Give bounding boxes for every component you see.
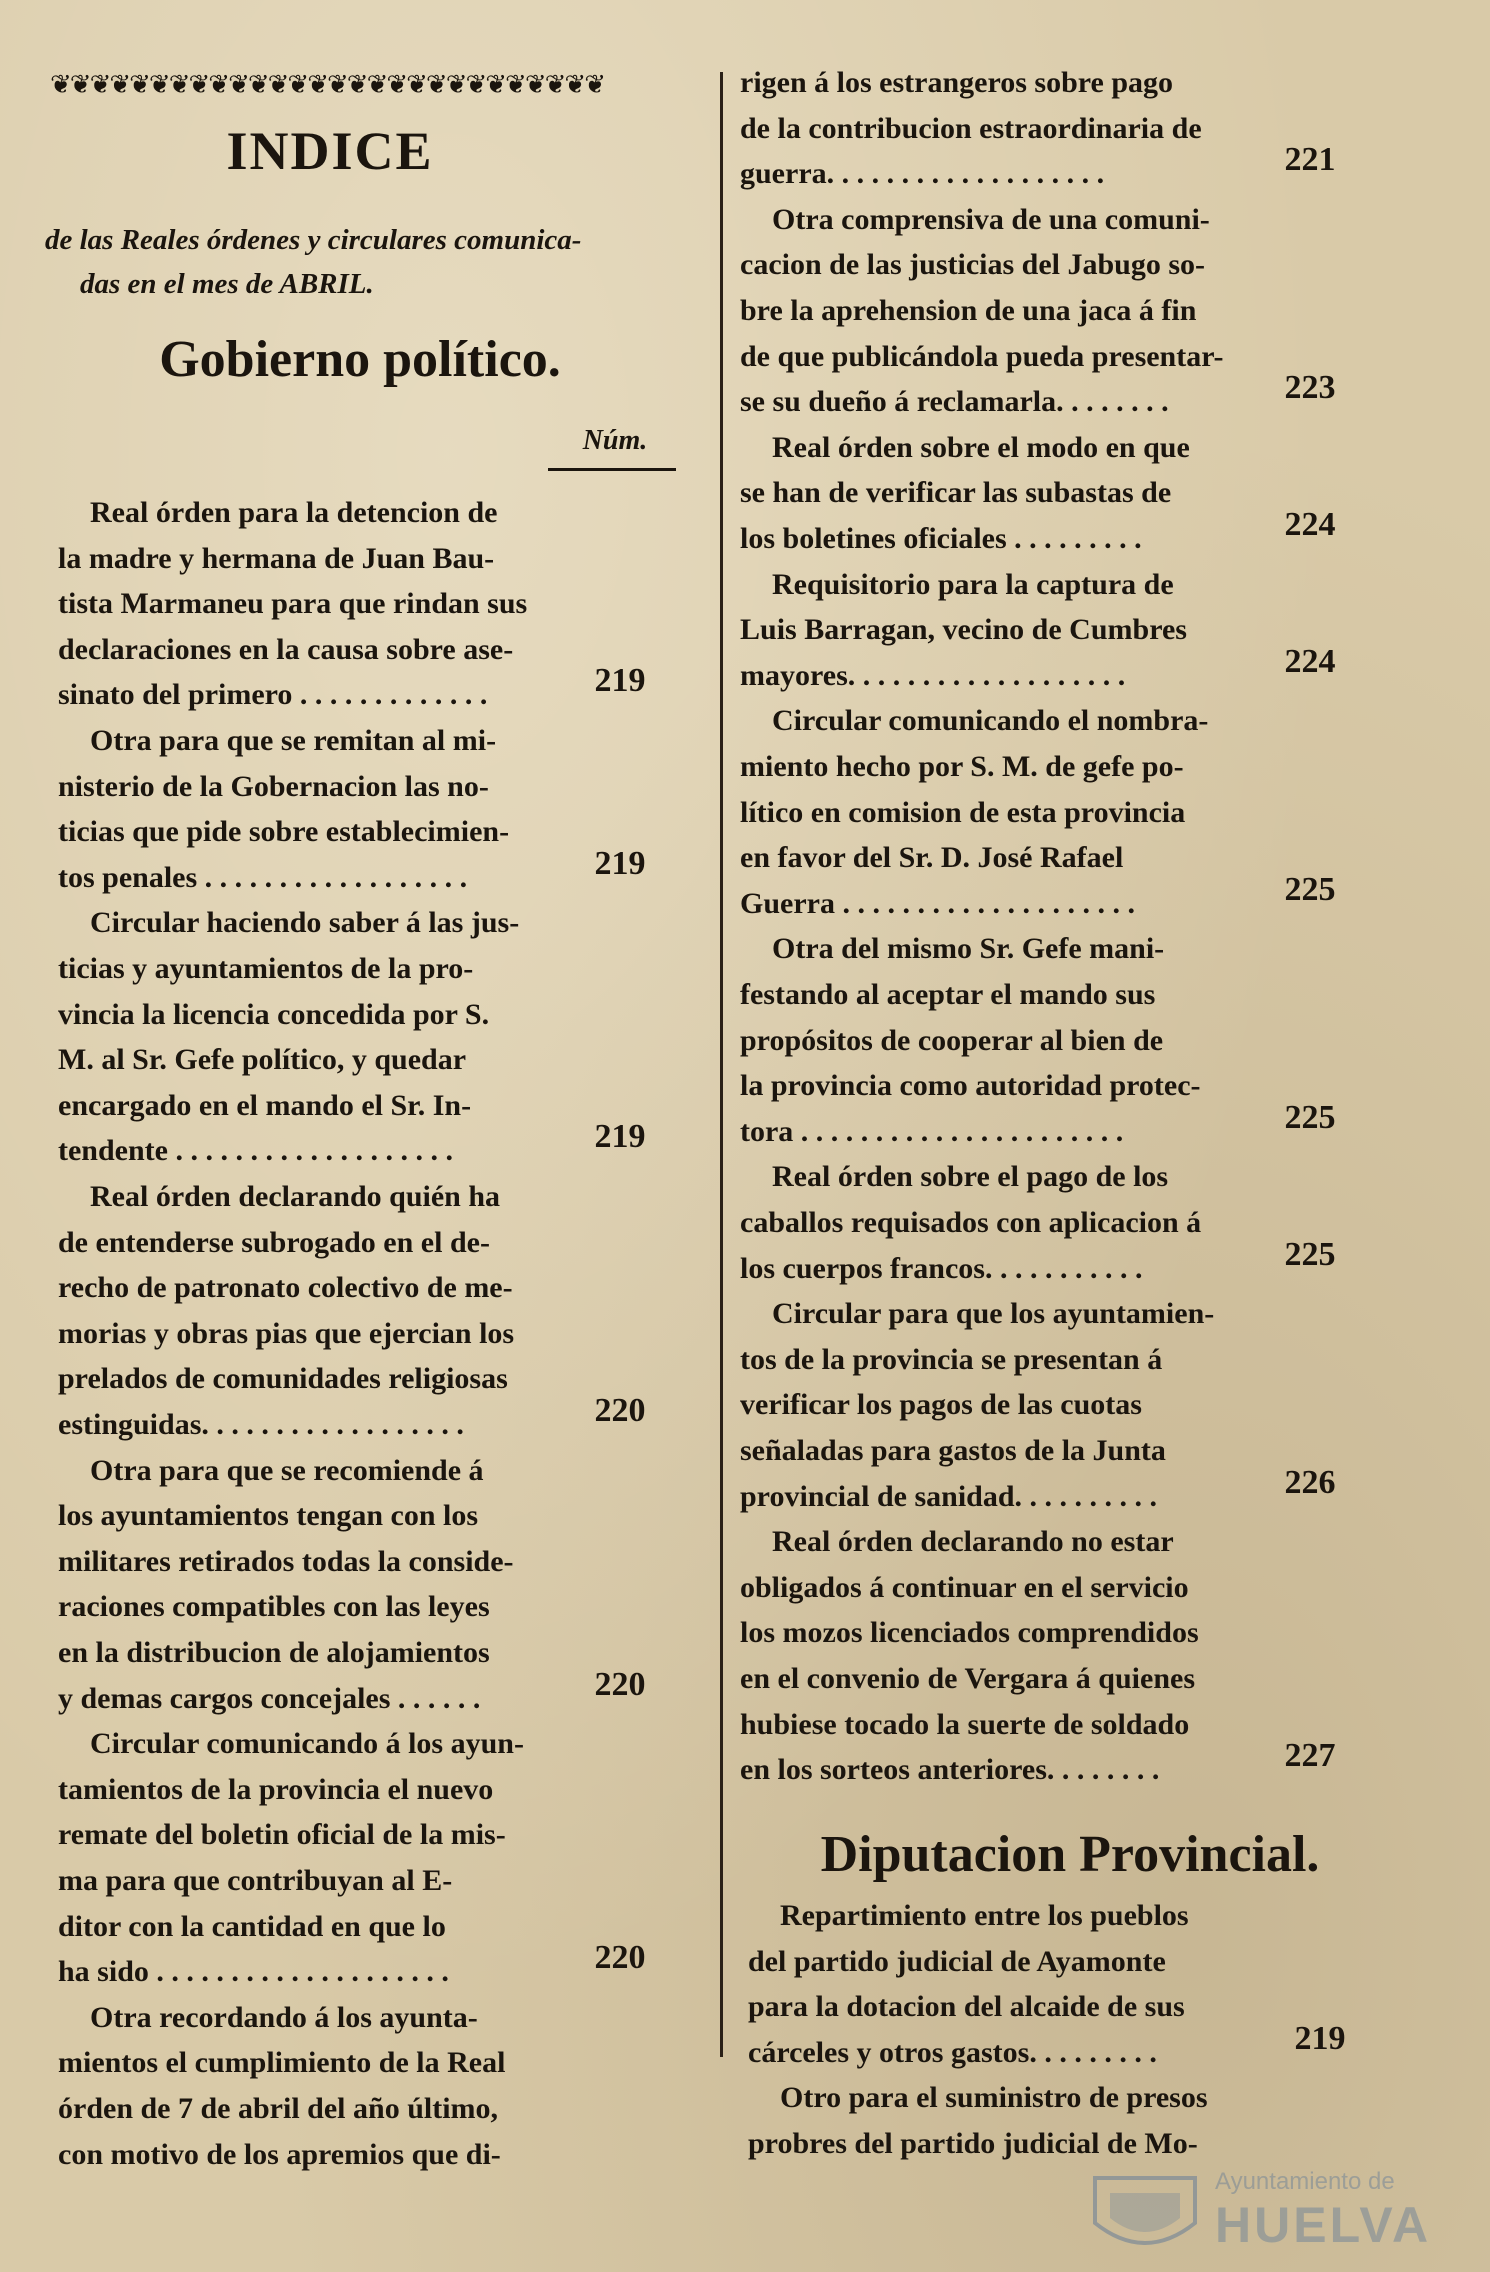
entry-line: en favor del Sr. D. José Rafael [740, 841, 1124, 875]
entry-line: Real órden para la detencion de [90, 496, 498, 529]
watermark-line1: Ayuntamiento de [1215, 2168, 1395, 2195]
entry-line: en los sorteos anteriores. . . . . . . . [740, 1753, 1160, 1787]
index-entry [58, 900, 563, 1174]
entry-line: guerra. . . . . . . . . . . . . . . . . . . [740, 157, 1105, 191]
entry-line: prelados de comunidades religiosas [58, 1362, 508, 1396]
column-divider [720, 72, 723, 2057]
entry-line: se han de verificar las subastas de [740, 476, 1172, 510]
index-entry [740, 698, 1245, 926]
entry-line: sinato del primero . . . . . . . . . . . . . [58, 678, 488, 712]
entry-page-number: 224 [1284, 506, 1336, 543]
entry-line: Guerra . . . . . . . . . . . . . . . . . . . . [740, 886, 1135, 920]
num-column-rule [548, 468, 676, 471]
entry-line: declaraciones en la causa sobre ase- [58, 632, 514, 666]
entry-line: ticias que pide sobre establecimien- [58, 815, 510, 849]
entry-line: Otra comprensiva de una comuni- [772, 202, 1210, 236]
entry-line: tora . . . . . . . . . . . . . . . . . . . . . . [740, 1114, 1124, 1148]
entry-line: obligados á continuar en el servicio [740, 1570, 1189, 1604]
entry-line: hubiese tocado la suerte de soldado [740, 1707, 1190, 1741]
section-title-gobierno: Gobierno político. [159, 331, 561, 388]
entry-line: nisterio de la Gobernacion las no- [58, 769, 489, 803]
entry-line: Otra para que se remitan al mi- [90, 724, 497, 757]
index-entry [748, 2075, 1253, 2166]
entry-line: vincia la licencia concedida por S. [58, 997, 490, 1031]
watermark [1085, 2168, 1432, 2258]
entry-line: morias y obras pias que ejercian los [58, 1316, 515, 1350]
entry-line: órden de 7 de abril del año último, [58, 2091, 499, 2125]
entry-line: probres del partido judicial de Mo- [748, 2126, 1198, 2160]
entry-page-number: 219 [594, 844, 646, 882]
entry-line: tamientos de la provincia el nuevo [58, 1772, 494, 1806]
entry-line: rigen á los estrangeros sobre pago [740, 66, 1174, 99]
index-subtitle-line2: das en el mes de ABRIL. [80, 268, 374, 300]
entry-line: provincial de sanidad. . . . . . . . . . [740, 1479, 1158, 1513]
entry-line: ticias y ayuntamientos de la pro- [58, 951, 474, 985]
index-entry [58, 1721, 563, 1995]
entry-line: del partido judicial de Ayamonte [748, 1944, 1166, 1978]
index-entry [58, 490, 563, 718]
watermark-line2: HUELVA [1215, 2197, 1432, 2253]
index-entry [58, 1448, 563, 1722]
entry-line: de entenderse subrogado en el de- [58, 1225, 490, 1259]
entry-line: con motivo de los apremios que di- [58, 2137, 501, 2171]
entry-line: propósitos de cooperar al bien de [740, 1023, 1164, 1057]
entry-line: Real órden declarando no estar [772, 1525, 1174, 1559]
entry-page-number: 225 [1284, 870, 1336, 908]
entry-line: bre la aprehension de una jaca á fin [740, 293, 1197, 327]
entry-line: verificar los pagos de las cuotas [740, 1388, 1142, 1422]
entry-line: de que publicándola pueda presentar- [740, 339, 1224, 373]
entry-line: cárceles y otros gastos. . . . . . . . . [748, 2035, 1157, 2069]
entry-line: en el convenio de Vergara á quienes [740, 1661, 1195, 1695]
entry-line: se su dueño á reclamarla. . . . . . . . [740, 385, 1169, 419]
entry-page-number: 224 [1284, 642, 1336, 680]
entry-line: para la dotacion del alcaide de sus [748, 1990, 1185, 2024]
index-entry [740, 1154, 1245, 1291]
entry-line: en la distribucion de alojamientos [58, 1635, 490, 1669]
entry-page-number: 219 [594, 662, 646, 700]
index-entry [748, 1893, 1253, 2075]
entry-line: los ayuntamientos tengan con los [58, 1499, 479, 1533]
entry-line: mientos el cumplimiento de la Real [58, 2046, 506, 2080]
index-entry [740, 425, 1245, 562]
entry-line: y demas cargos concejales . . . . . . [58, 1681, 481, 1715]
entry-page-number: 220 [594, 1665, 646, 1703]
entry-page-number: 220 [594, 1939, 646, 1977]
entry-line: Circular para que los ayuntamien- [772, 1297, 1215, 1331]
entry-line: Luis Barragan, vecino de Cumbres [740, 613, 1187, 647]
entry-line: ditor con la cantidad en que lo [58, 1909, 446, 1943]
entry-line: M. al Sr. Gefe político, y quedar [58, 1043, 467, 1077]
entry-line: de la contribucion estraordinaria de [740, 111, 1202, 145]
entry-line: tendente . . . . . . . . . . . . . . . . . . . [58, 1134, 453, 1168]
entry-page-number: 219 [1294, 2019, 1346, 2057]
entry-line: señaladas para gastos de la Junta [740, 1433, 1166, 1467]
entry-page-number: 219 [594, 1118, 646, 1156]
entry-line: miento hecho por S. M. de gefe po- [740, 749, 1184, 783]
entry-line: Otra del mismo Sr. Gefe mani- [772, 932, 1165, 966]
entry-line: tos de la provincia se presentan á [740, 1342, 1163, 1376]
index-subtitle-line1: de las Reales órdenes y circulares comunica- [45, 224, 582, 256]
entry-page-number: 227 [1284, 1737, 1336, 1775]
entry-line: Circular comunicando á los ayun- [90, 1727, 524, 1761]
entry-line: los cuerpos francos. . . . . . . . . . . [740, 1251, 1143, 1285]
index-entry [58, 1174, 563, 1448]
entry-line: Repartimiento entre los pueblos [780, 1899, 1189, 1932]
entry-line: encargado en el mando el Sr. In- [58, 1088, 472, 1122]
entry-line: los mozos licenciados comprendidos [740, 1616, 1199, 1650]
entry-line: Real órden sobre el modo en que [772, 430, 1190, 464]
index-entry [740, 60, 1245, 197]
entry-line: Otra recordando á los ayunta- [90, 2000, 478, 2034]
index-title: INDICE [226, 121, 434, 181]
entry-page-number: 220 [594, 1392, 646, 1429]
entry-line: Circular comunicando el nombra- [772, 704, 1209, 738]
index-entry [58, 718, 563, 900]
entry-line: raciones compatibles con las leyes [58, 1590, 490, 1624]
num-column-label: Núm. [582, 425, 648, 456]
entry-line: ha sido . . . . . . . . . . . . . . . . . . . . [58, 1955, 449, 1989]
entry-line: la madre y hermana de Juan Bau- [58, 541, 495, 575]
entry-line: tos penales . . . . . . . . . . . . . . . . . . [58, 860, 468, 894]
index-entry [740, 562, 1245, 699]
index-entry [58, 1995, 563, 2177]
entry-page-number: 225 [1284, 1098, 1336, 1136]
entry-line: Real órden sobre el pago de los [772, 1160, 1169, 1194]
entry-line: estinguidas. . . . . . . . . . . . . . . . . . [58, 1407, 464, 1441]
entry-page-number: 225 [1284, 1235, 1336, 1273]
entry-page-number: 221 [1284, 141, 1336, 179]
entry-line: lítico en comision de esta provincia [740, 795, 1186, 829]
entry-page-number: 223 [1284, 369, 1336, 407]
section-title-diputacion: Diputacion Provincial. [820, 1826, 1320, 1883]
entry-line: tista Marmaneu para que rindan sus [58, 587, 528, 621]
entry-line: mayores. . . . . . . . . . . . . . . . . . . [740, 658, 1126, 692]
entry-line: los boletines oficiales . . . . . . . . . [740, 521, 1142, 555]
entry-line: festando al aceptar el mando sus [740, 977, 1156, 1011]
entry-line: Real órden declarando quién ha [90, 1180, 501, 1213]
index-entry [740, 1519, 1245, 1793]
entry-page-number: 226 [1284, 1463, 1336, 1501]
index-subtitle [45, 218, 695, 306]
entry-line: Otro para el suministro de presos [780, 2081, 1208, 2115]
entry-line: Otra para que se recomiende á [90, 1453, 484, 1487]
entry-line: ma para que contribuyan al E- [58, 1863, 453, 1897]
entry-line: caballos requisados con aplicacion á [740, 1205, 1202, 1239]
entry-line: Circular haciendo saber á las jus- [90, 906, 520, 940]
index-entry [740, 926, 1245, 1154]
entry-line: cacion de las justicias del Jabugo so- [740, 248, 1206, 282]
entry-line: remate del boletin oficial de la mis- [58, 1818, 506, 1852]
index-entry [740, 1291, 1245, 1519]
entry-line: la provincia como autoridad protec- [740, 1069, 1201, 1103]
entry-line: militares retirados todas la conside- [58, 1544, 514, 1578]
city-seal-icon [1085, 2168, 1205, 2258]
entry-line: recho de patronato colectivo de me- [58, 1271, 513, 1305]
index-entry [740, 197, 1245, 425]
entry-line: Requisitorio para la captura de [772, 567, 1174, 601]
ornament-border: ❦❦❦❦❦❦❦❦❦❦❦❦❦❦❦❦❦❦❦❦❦❦❦❦❦❦❦❦ [50, 70, 604, 96]
